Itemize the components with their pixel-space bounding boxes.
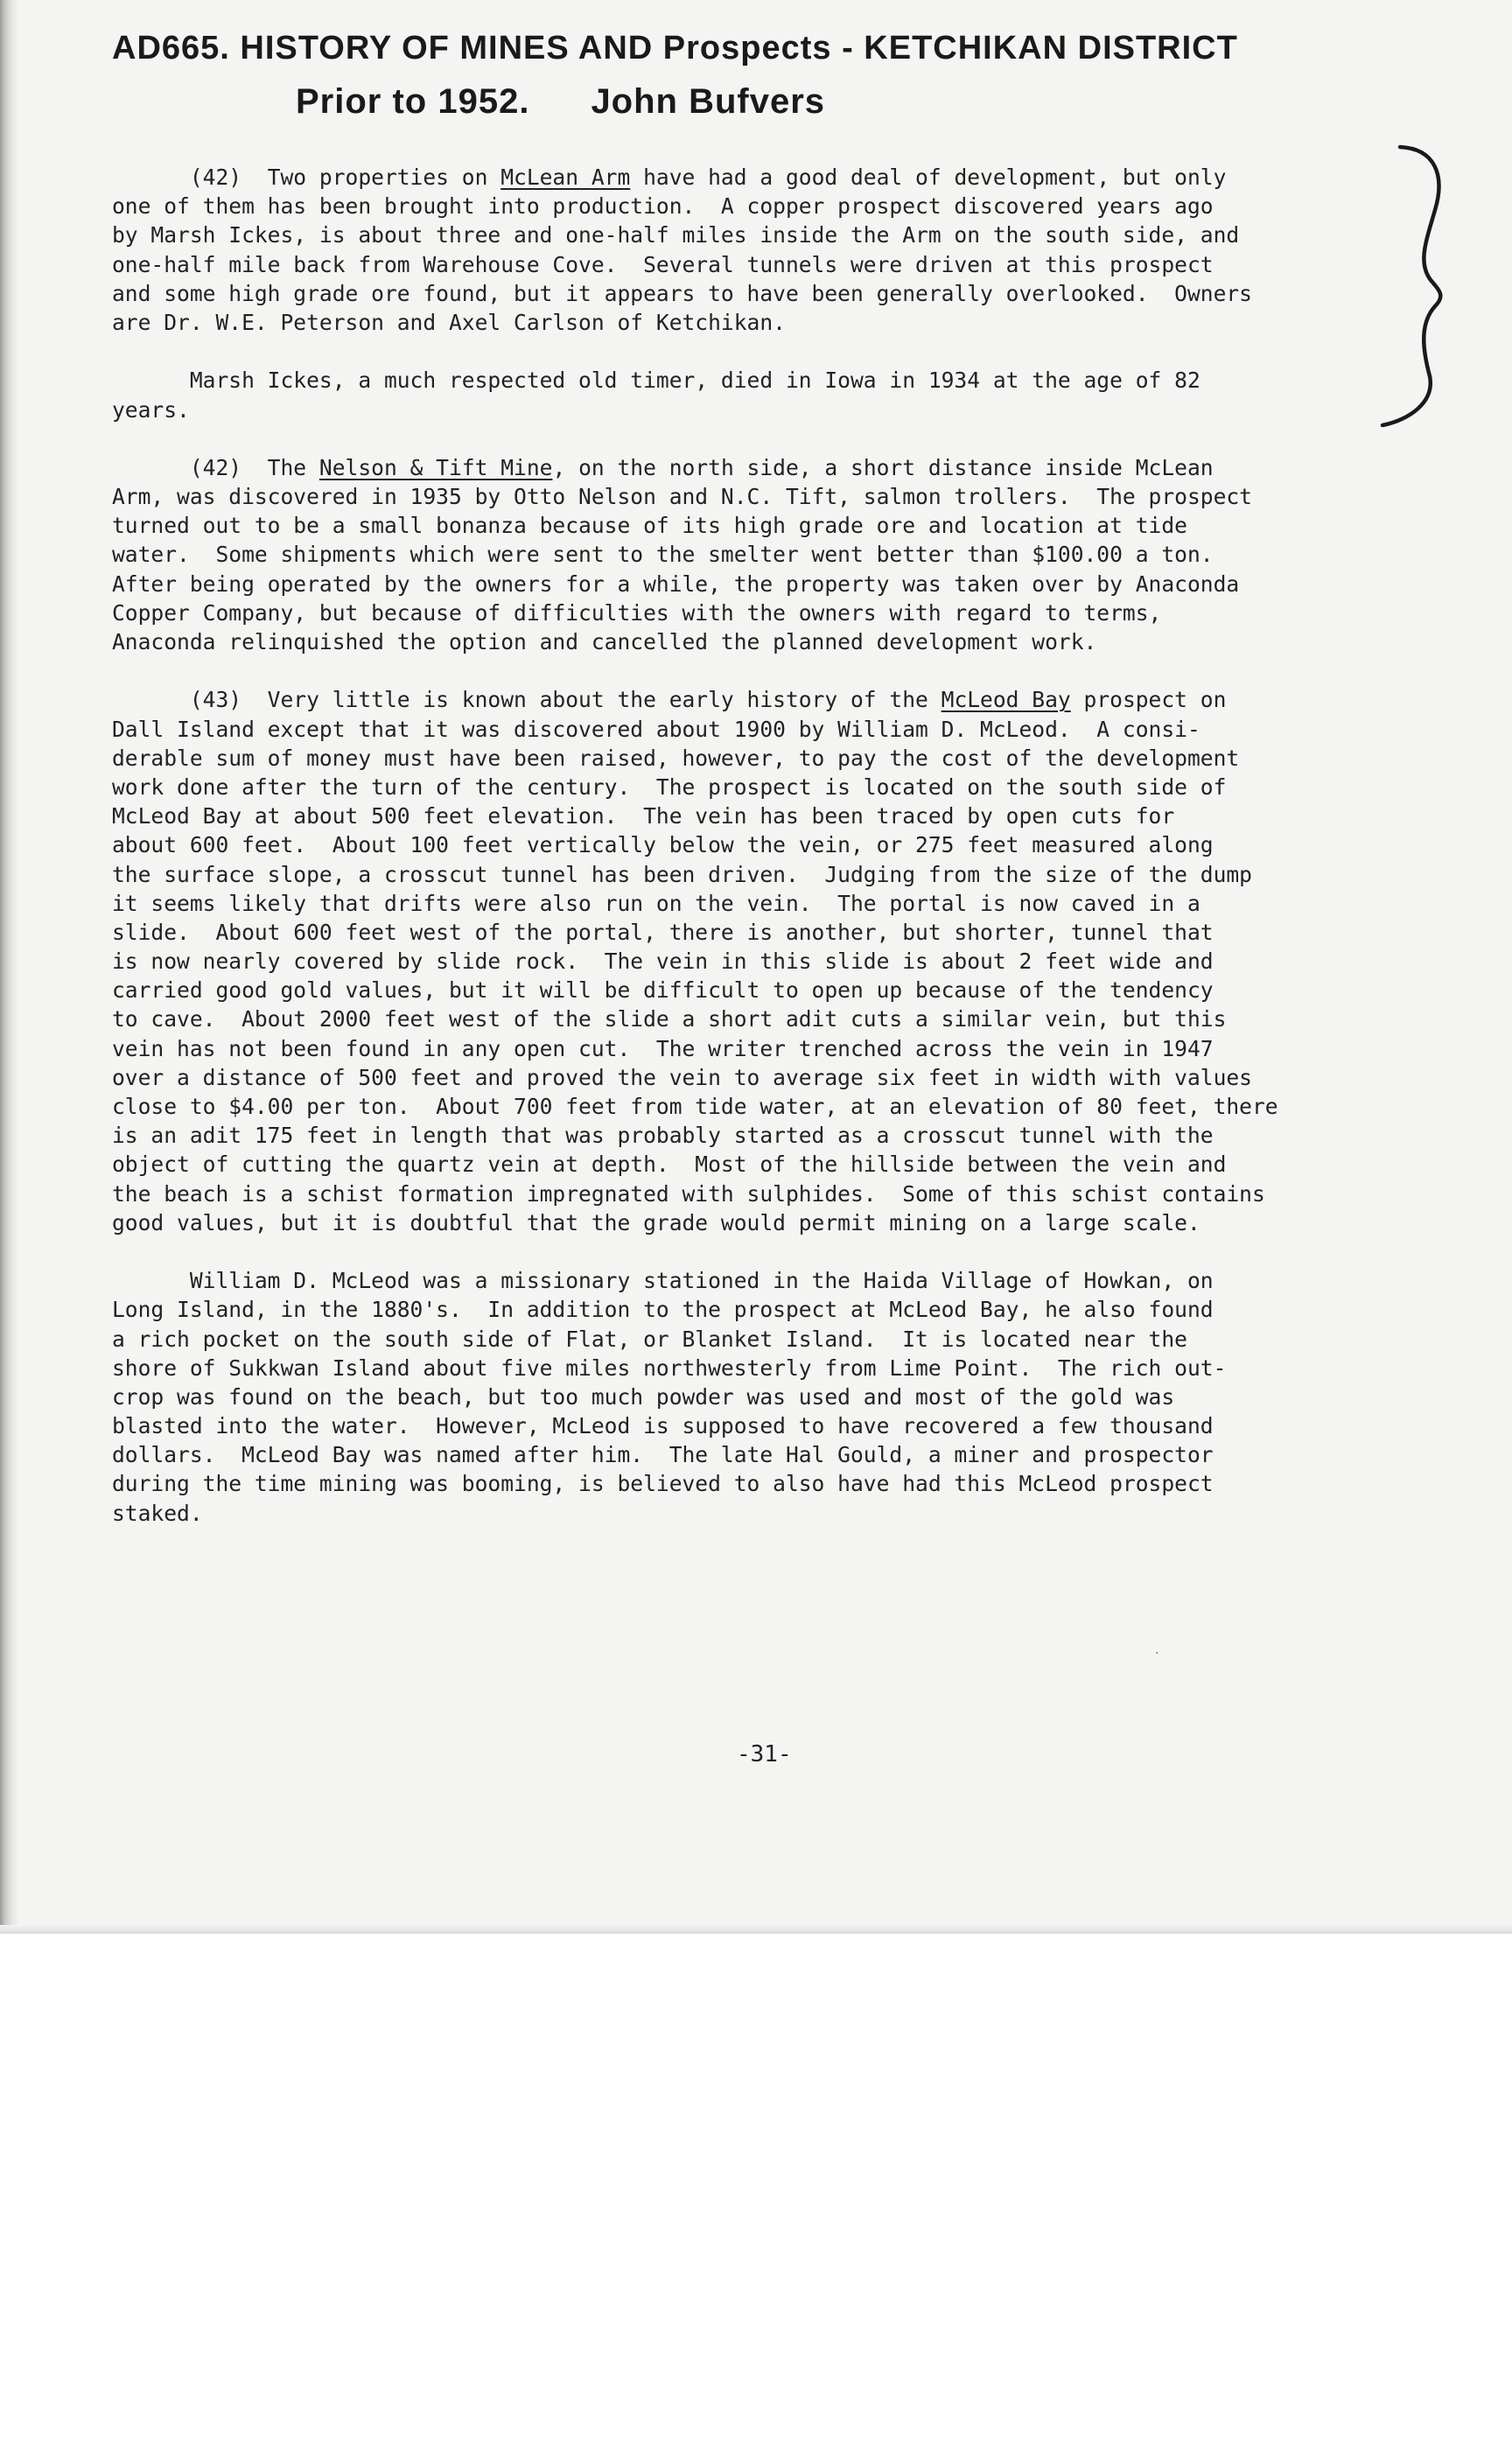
- underlined-place-name: McLeod Bay: [941, 687, 1071, 713]
- text-line: Anaconda relinquished the option and cancelled the planned development work.: [112, 629, 1097, 654]
- text-line: work done after the turn of the century. The prospect is located on the south side of: [112, 774, 1227, 800]
- text-line: Dall Island except that it was discovered about 1900 by William D. McLeod. A consi-: [112, 716, 1200, 742]
- text-line: (42) Two properties on McLean Arm have had a good deal of development, but only: [112, 164, 1227, 190]
- document-body: [112, 163, 1442, 1528]
- underlined-place-name: Nelson & Tift Mine: [318, 454, 553, 480]
- blank-line: [112, 1237, 1442, 1266]
- text-line: (43) Very little is known about the early history of the McLeod Bay prospect on: [112, 687, 1227, 713]
- text-line: is an adit 175 feet in length that was probably started as a crosscut tunnel with the: [112, 1123, 1214, 1149]
- blank-line: [112, 656, 1442, 685]
- page-bottom-edge: [0, 1925, 1512, 1934]
- text-line: carried good gold values, but it will be difficult to open up because of the tendency: [112, 977, 1214, 1004]
- text-line: Long Island, in the 1880's. In addition to the prospect at McLeod Bay, he also found: [112, 1297, 1214, 1323]
- text-line: shore of Sukkwan Island about five miles northwesterly from Lime Point. The rich out-: [112, 1354, 1227, 1381]
- text-line: the surface slope, a crosscut tunnel has been driven. Judging from the size of the dump: [112, 861, 1252, 887]
- text-line: slide. About 600 feet west of the portal, there is another, but shorter, tunnel that: [112, 919, 1214, 945]
- text-line: (42) The Nelson & Tift Mine, on the north side, a short distance inside McLean: [112, 454, 1214, 480]
- text-line: After being operated by the owners for a while, the property was taken over by Anaconda: [112, 570, 1240, 597]
- text-line: crop was found on the beach, but too much powder was used and most of the gold was: [112, 1383, 1175, 1410]
- text-line: William D. McLeod was a missionary stationed in the Haida Village of Howkan, on: [112, 1268, 1214, 1294]
- text-line: one of them has been brought into production. A copper prospect discovered years ago: [112, 193, 1214, 220]
- text-line: a rich pocket on the south side of Flat, or Blanket Island. It is located near the: [112, 1326, 1187, 1352]
- text-line: dollars. McLeod Bay was named after him. The late Hal Gould, a miner and prospector: [112, 1442, 1214, 1468]
- text-line: Copper Company, but because of difficulties with the owners with regard to terms,: [112, 599, 1162, 626]
- blank-line: [112, 337, 1442, 366]
- text-line: by Marsh Ickes, is about three and one-half miles inside the Arm on the south side, and: [112, 222, 1240, 248]
- text-line: staked.: [112, 1500, 203, 1526]
- text-line: over a distance of 500 feet and proved the vein to average six feet in width with values: [112, 1064, 1252, 1090]
- scan-speck: ·: [1153, 1647, 1161, 1661]
- text-line: are Dr. W.E. Peterson and Axel Carlson of Ketchikan.: [112, 309, 786, 335]
- text-line: object of cutting the quartz vein at depth. Most of the hillside between the vein and: [112, 1152, 1227, 1178]
- handwritten-author-name: John Bufvers: [591, 82, 826, 121]
- text-line: vein has not been found in any open cut. The writer trenched across the vein in 1947: [112, 1035, 1214, 1061]
- page-left-edge: [0, 0, 19, 1934]
- handwritten-title-line1: AD665. HISTORY OF MINES AND Prospects - KETCHIKAN DISTRICT: [112, 30, 1238, 66]
- text-line: it seems likely that drifts were also run on the vein. The portal is now caved in a: [112, 890, 1200, 916]
- text-line: years.: [112, 396, 190, 423]
- text-line: one-half mile back from Warehouse Cove. Several tunnels were driven at this prospect: [112, 251, 1214, 277]
- text-line: during the time mining was booming, is believed to also have had this McLeod prospect: [112, 1471, 1214, 1497]
- text-line: to cave. About 2000 feet west of the slide a short adit cuts a similar vein, but this: [112, 1006, 1227, 1032]
- text-line: the beach is a schist formation impregnated with sulphides. Some of this schist contains: [112, 1180, 1265, 1207]
- text-line: Marsh Ickes, a much respected old timer, died in Iowa in 1934 at the age of 82: [112, 368, 1200, 394]
- text-line: blasted into the water. However, McLeod is supposed to have recovered a few thousand: [112, 1413, 1214, 1439]
- text-line: derable sum of money must have been raised, however, to pay the cost of the development: [112, 745, 1240, 771]
- page-number: -31-: [737, 1741, 792, 1768]
- text-line: is now nearly covered by slide rock. The vein in this slide is about 2 feet wide and: [112, 948, 1214, 975]
- text-line: close to $4.00 per ton. About 700 feet from tide water, at an elevation of 80 feet, there: [112, 1094, 1278, 1119]
- text-line: Arm, was discovered in 1935 by Otto Nelson and N.C. Tift, salmon trollers. The prospect: [112, 484, 1252, 510]
- text-line: turned out to be a small bonanza because of its high grade ore and location at tide: [112, 513, 1187, 539]
- handwritten-title-line2: [296, 82, 825, 122]
- text-line: about 600 feet. About 100 feet vertically below the vein, or 275 feet measured along: [112, 832, 1214, 858]
- text-line: water. Some shipments which were sent to the smelter went better than $100.00 a ton.: [112, 542, 1214, 568]
- blank-line: [112, 424, 1442, 453]
- handwritten-date-note: Prior to 1952.: [296, 82, 530, 121]
- text-line: and some high grade ore found, but it appears to have been generally overlooked. Owners: [112, 280, 1252, 306]
- text-line: good values, but it is doubtful that the grade would permit mining on a large scale.: [112, 1209, 1200, 1236]
- text-line: McLeod Bay at about 500 feet elevation. The vein has been traced by open cuts for: [112, 803, 1175, 830]
- underlined-place-name: McLean Arm: [500, 164, 631, 190]
